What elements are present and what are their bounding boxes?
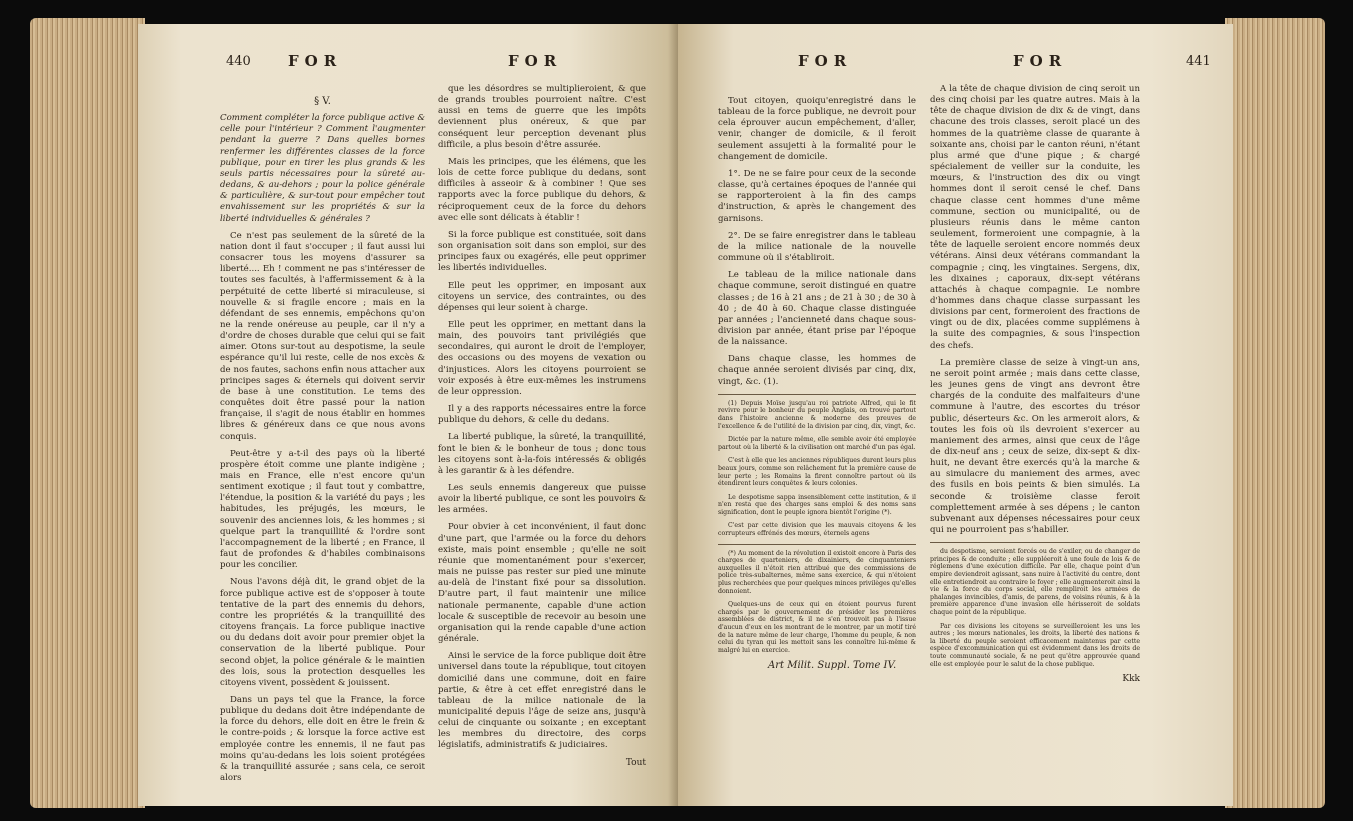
footnote: C'est par cette division que les mauvais citoyens & les corrupteurs effrénés des mœurs, éternels agens (718, 522, 916, 538)
left-column-1 (220, 96, 425, 790)
left-running-head-2: FOR (508, 52, 563, 70)
paragraph: que les désordres se multiplieroient, & que de grands troubles pourroient naître. C'est aussi en tems de guerre que les impôts deviennent plus onéreux, & que par conséquent leur perception devenant plus difficile, a plus besoin d'être assurée. (438, 84, 646, 150)
paragraph: Dans chaque classe, les hommes de chaque année seroient divisés par cinq, dix, vingt, &c. (1). (718, 354, 916, 387)
footnote: C'est à elle que les anciennes républiques durent leurs plus beaux jours, comme son relâchement fut la première cause de leur perte ; les Romains la firent connoître partout où ils étendirent leurs conquêtes & leurs colonies. (718, 457, 916, 488)
left-page-edges (30, 18, 145, 808)
paragraph: Mais les principes, que les élémens, que les lois de cette force publique du dedans, sont difficiles à asseoir & à combiner ! Que ses rapports avec la force publique du dehors, & réciproquement ceux de la force du dehors avec elle sont délicats à établir ! (438, 156, 646, 223)
footnote: Dictée par la nature même, elle semble avoir été employée partout où la liberté & la civilisation ont marché d'un pas égal. (718, 436, 916, 451)
footnote-rule (718, 394, 916, 395)
paragraph: Peut-être y a-t-il des pays où la liberté prospère étoit comme une plante indigène ; mais en France, elle n'est encore qu'un sentiment exotique ; il faut tout y combattre, l'étendue, la position & la variété du pays ; les habitudes, les préjugés, les mœurs, le souvenir des anciennes lois, & les hommes ; si quelque part la tranquillité & l'ordre sont l'accompagnement de la liberté ; en France, il faut de profondes & d'habiles combinaisons pour les concilier. (220, 448, 425, 571)
paragraph: Dans un pays tel que la France, la force publique du dedans doit être indépendante de la force du dehors, elle doit en être le frein & le contre-poids ; & lorsque la force active est employée contre les ennemis, il ne faut pas moins qu'au-dedans les lois soient protégées & la tranquillité assurée ; sans cela, ce seroit alors (220, 694, 425, 784)
right-column-1 (718, 96, 916, 672)
paragraph: Elle peut les opprimer, en imposant aux citoyens un service, des contraintes, ou des dépenses qui leur soient à charge. (438, 280, 646, 313)
section-heading: § V. (314, 96, 331, 107)
right-column-2 (930, 84, 1140, 685)
left-page (138, 24, 678, 806)
paragraph: Les seuls ennemis dangereux que puisse avoir la liberté publique, ce sont les pouvoirs & les armées. (438, 483, 646, 516)
paragraph: Ce n'est pas seulement de la sûreté de la nation dont il faut s'occuper ; il faut aussi lui consacrer tous les moyens d'assurer sa liberté.... Eh ! comment ne pas s'intéresser de toutes ses facultés, à l'affermissement & à la perpétuité de cette liberté si miraculeuse, si nouvelle & si fragile encore ; mais en la défendant de ses ennemis, empêchons qu'on ne la rende onéreuse au peuple, car il n'y a d'ordre de choses durable que celui qui se fait aimer. Otons sur-tout au despotisme, la seule espérance qu'il lui reste, celle de nos excès & de nos fautes, sachons enfin nous attacher aux principes sages & éternels qui doivent servir de base à une constitution. Le tems des conquêtes doit être passé pour la nation française, il s'agit de nous établir en hommes libres & généreux dans ce que nous avons conquis. (220, 230, 425, 442)
left-running-head: FOR (288, 52, 343, 70)
footnote: Le despotisme sappa insensiblement cette institution, & il n'en resta que des charges sans emploi & des noms sans signification, dont le peuple ignora bientôt l'origine (*). (718, 493, 916, 516)
paragraph: Pour obvier à cet inconvénient, il faut donc d'une part, que l'armée ou la force du dehors existe, mais point ensemble ; qu'elle ne soit réunie que momentanément pour s'exercer, mais ne puisse pas rester sur pied une minute au-delà de l'instant fixé pour sa dissolution. D'autre part, il faut maintenir une milice nationale permanente, capable d'une action locale & susceptible de recevoir au besoin une organisation qui la rende capable d'une action générale. (438, 522, 646, 645)
footnote: du despotisme, seroient forcés ou de s'exiler, ou de changer de principes & de conduite ; elle suppléeroit à une foule de lois & de réglemens d'une exécution difficile. Par elle, chaque point d'un empire deviendroit agissant, sans nuire à l'activité du centre, dont elle entretiendroit au contraire le foyer ; elle augmenteroit ainsi la vie & la force du corps social, elle rempliroit les armées de phalanges invincibles, d'amis, de parens, de voisins réunis, & à la première apparence d'une invasion elle hérisseroit de soldats chaque point de la république. (930, 548, 1140, 616)
right-page (678, 24, 1233, 806)
footnote-rule-2 (718, 544, 916, 545)
paragraph: 2°. De se faire enregistrer dans le tableau de la milice nationale de la nouvelle commune où il s'établiroit. (718, 230, 916, 264)
footnote: (1) Depuis Moïse jusqu'au roi patriote Alfred, qui le fit revivre pour le bonheur du peuple Anglais, on trouve partout dans l'histoire ancienne & moderne des preuves de l'excellence & de l'utilité de la division par cinq, dix, vingt, &c. (718, 399, 916, 430)
right-page-number: 441 (1186, 54, 1211, 69)
footnote: Par ces divisions les citoyens se surveilleroient les uns les autres ; les mœurs nationales, les droits, la liberté des nations & la liberté du peuple seroient efficacement maintenus par cette espèce d'excommunication qui est évidemment dans les droits de toute communauté sociale, & ne peut qu'être approuvée quand elle est employée pour le salut de la chose publique. (930, 622, 1140, 668)
paragraph: Tout citoyen, quoiqu'enregistré dans le tableau de la force publique, ne devroit pour cela éprouver aucun empêchement, d'aller, venir, changer de domicile, & il feroit seulement assujetti à la formalité pour le changement de domicile. (718, 96, 916, 162)
paragraph: 1°. De ne se faire pour ceux de la seconde classe, qu'à certaines époques de l'année qui se rapporteroient à la fin des camps d'instruction, & après le changement des garnisons. (718, 168, 916, 224)
paragraph: Le tableau de la milice nationale dans chaque commune, seroit distingué en quatre classes ; de 16 à 21 ans ; de 21 à 30 ; de 30 à 40 ; de 40 à 60. Chaque classe distinguée par années ; l'ancienneté dans chaque sous-division par année, étant prise par l'époque de la naissance. (718, 270, 916, 348)
paragraph: La première classe de seize à vingt-un ans, ne seroit point armée ; mais dans cette classe, les jeunes gens de vingt ans devront être chargés de la conduite des malfaiteurs d'une commune à l'autre, des escortes du trésor public, déserteurs &c. On les armeroit alors, & toutes les fois où ils devroient s'exercer au maniement des armes, ainsi que ceux de l'âge de dix-neuf ans ; ceux de seize, dix-sept & dix-huit, ne devant être exercés qu'à la marche & au simulacre du maniement des armes, avec des fusils en bois peints & bien simulés. La seconde & troisième classe feroit complettement armée à ses dépens ; le canton subvenant aux dépenses nécessaires pour ceux qui ne pourroient pas s'habiller. (930, 357, 1140, 536)
signature-line: Art Milit. Suppl. Tome IV. (768, 660, 897, 672)
paragraph: Il y a des rapports nécessaires entre la force publique du dehors, & celle du dedans. (438, 404, 646, 426)
signature-mark: Kkk (1122, 674, 1140, 685)
subfootnote: (*) Au moment de la révolution il existoit encore à Paris des charges de quarteniers, de dixainiers, de cinquanteniers auxquelles il n'étoit rien attribué que des commissions de police très-subalternes, même sans exercice, & qui n'étoient plus recherchées que pour quelques minces privilèges qu'elles donnoient. (718, 549, 916, 595)
paragraph: La liberté publique, la sûreté, la tranquillité, font le bien & le bonheur de tous ; donc tous les citoyens sont à-la-fois intéressés & obligés à les garantir & à les défendre. (438, 432, 646, 476)
paragraph: Elle peut les opprimer, en mettant dans la main, des pouvoirs tant privilégiés que secondaires, qui auront le droit de l'employer, des occasions ou des moyens de vexation ou d'injustices. Alors les citoyens pourroient se voir exposés à être eux-mêmes les instrumens de leur oppression. (438, 319, 646, 397)
paragraph: Si la force publique est constituée, soit dans son organisation soit dans son emploi, sur des principes faux ou exagérés, elle peut opprimer les libertés individuelles. (438, 229, 646, 274)
paragraph: Comment compléter la force publique active & celle pour l'intérieur ? Comment l'augmenter pendant la guerre ? Dans quelles bornes renfermer les différentes classes de la force publique, pour en tirer les plus grands & les seuls partis nécessaires pour la sûreté au-dedans, & au-dehors ; pour la police générale & particulière, & sur-tout pour empêcher tout envahissement sur les propriétés & sur la liberté individuelles & générales ? (220, 113, 425, 224)
right-page-edges (1225, 18, 1325, 808)
left-column-2 (438, 84, 646, 769)
right-running-head-2: FOR (1013, 52, 1068, 70)
subfootnote: Quelques-uns de ceux qui en étoient pourvus furent chargés par le gouvernement de présider les premières assemblées de district, & il ne s'en trouvoit pas à l'issue d'aucun d'eux en les montrant de le montrer, par un motif tiré de la nature même de leur charge, l'homme du peuple, & non celui du tyran qui les mettoit sans les connoître lui-même & malgré lui en exercice. (718, 601, 916, 654)
footnote-rule-3 (930, 542, 1140, 543)
paragraph: A la tête de chaque division de cinq seroit un des cinq choisi par les quatre autres. Mais à la tête de chaque division de dix & de vingt, dans chacune des trois classes, seroit placé un des hommes de la quatrième classe de quarante à soixante ans, choisi par le canton réuni, n'étant plus armé que d'une pique ; & chargé spécialement de veiller sur la conduite, les mœurs, & l'instruction des dix ou vingt hommes dont il seroit censé le chef. Dans chaque classe cent hommes d'une même commune, section ou municipalité, ou de plusieurs réunis dans le même canton seulement, formeroient une compagnie, à la tête de laquelle seroient encore nommés deux vétérans. Ainsi deux vétérans commandant la compagnie ; cinq, les vingtaines. Sergens, dix, les dixaines ; caporaux, dix-sept vétérans attachés à chaque compagnie. Le nombre d'hommes dans chaque classe surpassant les divisions par cent, formeroient des fractions de vingt ou de dix, placées comme supplémens à la suite des compagnies, & sous l'inspection des chefs. (930, 84, 1140, 351)
left-page-number: 440 (226, 54, 251, 69)
catchword: Tout (625, 757, 646, 768)
paragraph: Ainsi le service de la force publique doit être universel dans toute la république, tout citoyen domicilié dans une commune, doit en faire partie, & être à cet effet enregistré dans le tableau de la milice nationale de la municipalité depuis l'âge de seize ans, jusqu'à celui de cinquante ou soixante ; en exceptant les membres du directoire, des corps législatifs, administratifs & judiciaires. (438, 651, 646, 751)
right-running-head: FOR (798, 52, 853, 70)
paragraph: Nous l'avons déjà dit, le grand objet de la force publique active est de s'opposer à toute tentative de la part des ennemis du dehors, contre les propriétés & la tranquillité des citoyens français. La force publique inactive ou du dedans doit avoir pour premier objet la conservation de la liberté publique. Pour second objet, la police générale & le maintien des lois, sous la protection desquelles les citoyens vivent, possèdent & jouissent. (220, 577, 425, 688)
